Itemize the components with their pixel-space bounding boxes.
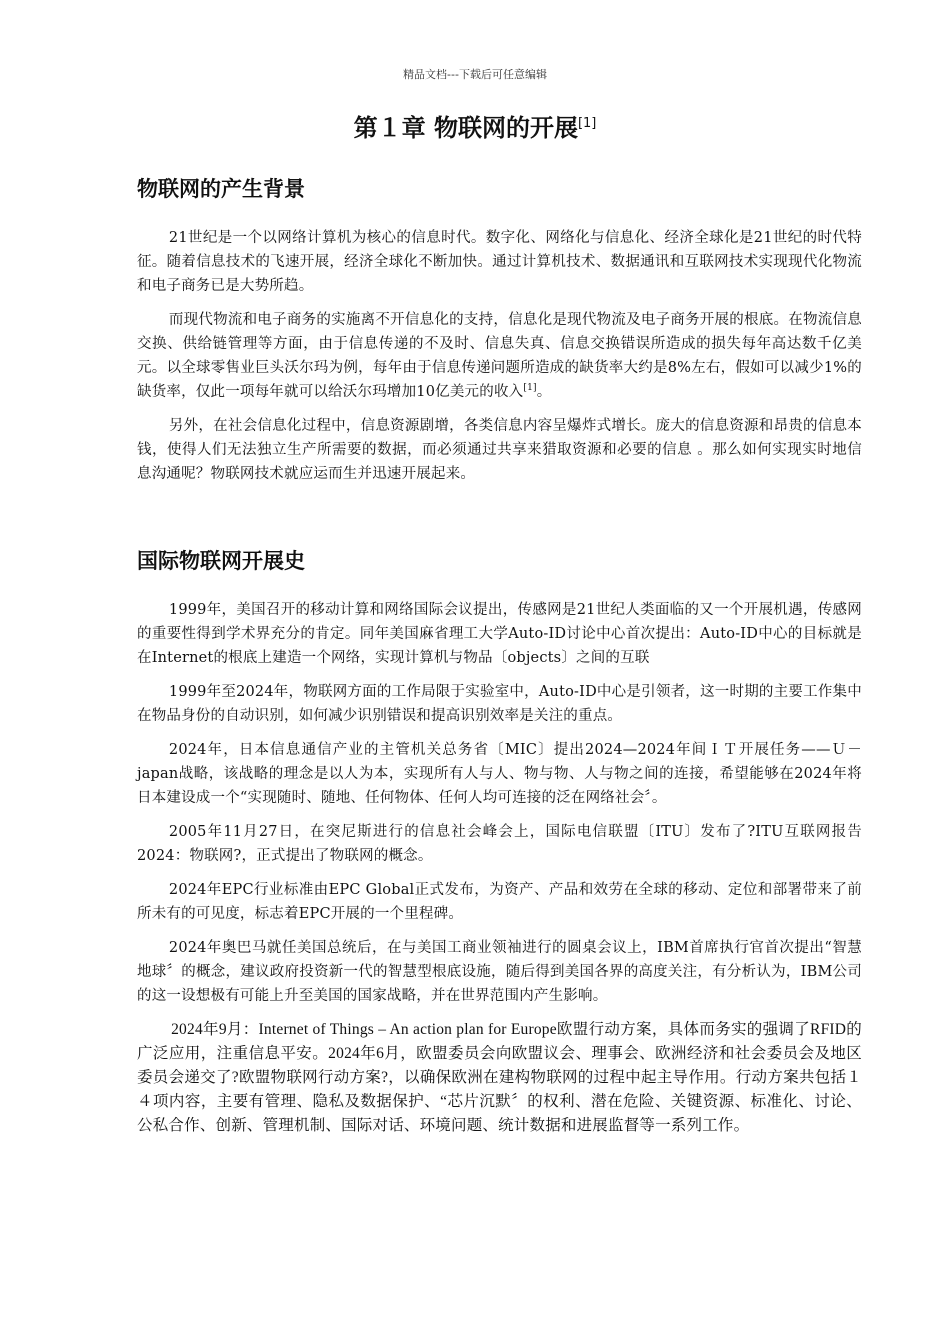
section-title: 国际物联网开展史: [137, 549, 305, 573]
section-history: [137, 546, 862, 576]
paragraph: 1999年至2024年，物联网方面的工作局限于实验室中，Auto-ID中心是引领者，这一时期的主要工作集中在物品身份的自动识别，如何减少识别错误和提高识别效率是关注的重点。: [137, 684, 862, 724]
paragraph: 2024年9月：Internet of Things – An action plan for Europe欧盟行动方案，具体而务实的强调了RFID的广泛应用，注重信息平安。2024年6月，欧盟委员会向欧盟议会、理事会、欧洲经济和社会委员会及地区委员会递交了?欧盟物联网行动方案?，以确保欧洲在建构物联网的过程中起主导作用。行动方案共包括１４项内容，主要有管理、隐私及数据保护、“芯片沉默〞的权利、潜在危险、关键资源、标准化、讨论、公私合作、创新、管理机制、国际对话、环境问题、统计数据和进展监督等一系列工作。: [137, 1021, 862, 1134]
paragraph-tail: 。: [536, 384, 552, 400]
chapter-title-reference: [1]: [577, 116, 597, 131]
section-background-body: [137, 226, 862, 486]
paragraph: [137, 308, 862, 404]
paragraph: 1999年，美国召开的移动计算和网络国际会议提出，传感网是21世纪人类面临的又一个开展机遇，传感网的重要性得到学术界充分的肯定。同年美国麻省理工大学Auto-ID讨论中心首次提出：Auto-ID中心的目标就是在Internet的根底上建造一个网络，实现计算机与物品〔objects〕之间的互联: [137, 602, 862, 666]
paragraph-text: 而现代物流和电子商务的实施离不开信息化的支持，信息化是现代物流及电子商务开展的根底。在物流信息交换、供给链管理等方面，由于信息传递的不及时、信息失真、信息交换错误所造成的损失每年高达数千亿美元。以全球零售业巨头沃尔玛为例，每年由于信息传递问题所造成的缺货率大约是8%左右，假如可以减少1%的缺货率，仅此一项每年就可以给沃尔玛增加10亿美元的收入: [137, 312, 862, 400]
section-title: 物联网的产生背景: [137, 177, 305, 201]
paragraph: 2024年奥巴马就任美国总统后，在与美国工商业领袖进行的圆桌会议上，IBM首席执行官首次提出“智慧地球〞的概念，建议政府投资新一代的智慧型根底设施，随后得到美国各界的高度关注，有分析认为，IBM公司的这一设想极有可能上升至美国的国家战略，并在世界范围内产生影响。: [137, 940, 862, 1004]
paragraph: 2024年，日本信息通信产业的主管机关总务省〔MIC〕提出2024—2024年间ＩＴ开展任务——Ｕ－japan战略，该战略的理念是以人为本，实现所有人与人、物与物、人与物之间的连接，希望能够在2024年将日本建设成一个“实现随时、随地、任何物体、任何人均可连接的泛在网络社会〞。: [137, 742, 862, 806]
section-background: [137, 174, 862, 204]
paragraph: 另外，在社会信息化过程中，信息资源剧增，各类信息内容呈爆炸式增长。庞大的信息资源和昂贵的信息本钱，使得人们无法独立生产所需要的数据，而必须通过共享来猎取资源和必要的信息 。那么如何实现实时地信息沟通呢？物联网技术就应运而生并迅速开展起来。: [137, 418, 862, 482]
paragraph: 2005年11月27日，在突尼斯进行的信息社会峰会上，国际电信联盟〔ITU〕发布了?ITU互联网报告2024：物联网?，正式提出了物联网的概念。: [137, 824, 862, 864]
paragraph: 21世纪是一个以网络计算机为核心的信息时代。数字化、网络化与信息化、经济全球化是21世纪的时代特征。随着信息技术的飞速开展，经济全球化不断加快。通过计算机技术、数据通讯和互联网技术实现现代化物流和电子商务已是大势所趋。: [137, 230, 862, 294]
chapter-title: [0, 108, 950, 143]
header-note: 精品文档---下载后可任意编辑: [403, 68, 547, 81]
section-history-body: [137, 598, 862, 1138]
citation-reference: [1]: [523, 383, 537, 394]
chapter-title-text: 第１章 物联网的开展: [353, 114, 578, 142]
paragraph: 2024年EPC行业标准由EPC Global正式发布，为资产、产品和效劳在全球的移动、定位和部署带来了前所未有的可见度，标志着EPC开展的一个里程碑。: [137, 882, 862, 922]
